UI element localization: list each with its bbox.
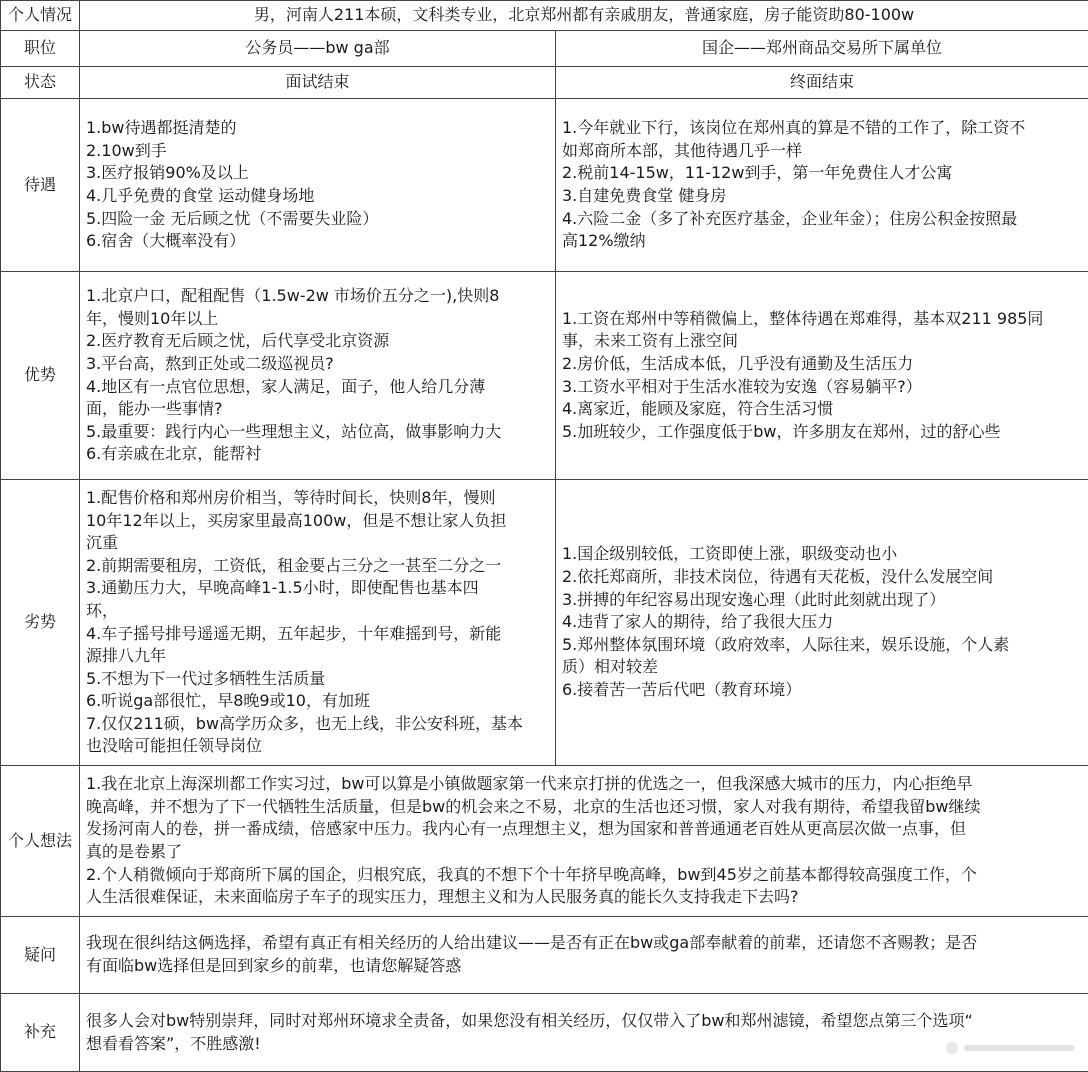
text-line: 2.前期需要租房，工资低，租金要占三分之一甚至二分之一 <box>86 555 552 578</box>
text-line: 5.郑州整体氛围环境（政府效率，人际往来，娱乐设施，个人素 <box>562 634 1085 657</box>
text-line: 6.有亲戚在北京，能帮衬 <box>86 443 552 466</box>
text-line: 3.拼搏的年纪容易出现安逸心理（此时此刻就出现了） <box>562 589 1085 612</box>
text-line: 有面临bw选择但是回到家乡的前辈，也请您解疑答惑 <box>86 955 1085 978</box>
text-line: 想看看答案”，不胜感激! <box>86 1033 1085 1056</box>
text-line: 年，慢则10年以上 <box>86 308 552 331</box>
position-state-enterprise: 国企——郑州商品交易所下属单位 <box>556 31 1088 67</box>
text-line: 2.医疗教育无后顾之忧，后代享受北京资源 <box>86 330 552 353</box>
row-thoughts <box>1 766 1088 917</box>
text-line: 发扬河南人的卷，拼一番成绩，倍感家中压力。我内心有一点理想主义，想为国家和普普通通老百姓从更高层次做一点事，但 <box>86 818 1085 841</box>
label-questions: 疑问 <box>1 917 80 994</box>
text-line: 2.房价低，生活成本低，几乎没有通勤及生活压力 <box>562 353 1085 376</box>
row-supplement <box>1 994 1088 1072</box>
text-line: 源排八九年 <box>86 645 552 668</box>
text-line: 事，未来工资有上涨空间 <box>562 330 1085 353</box>
text-line: 6.听说ga部很忙，早8晚9或10，有加班 <box>86 690 552 713</box>
text-line: 很多人会对bw特别崇拜，同时对郑州环境求全责备，如果您没有相关经历，仅仅带入了bw和郑州滤镜，希望您点第三个选项“ <box>86 1010 1085 1033</box>
label-disadvantages: 劣势 <box>1 480 80 766</box>
text-line: 2.税前14-15w，11-12w到手，第一年免费住人才公寓 <box>562 162 1085 185</box>
text-line: 1.配售价格和郑州房价相当，等待时间长，快则8年，慢则 <box>86 487 552 510</box>
thoughts-content <box>80 766 1088 917</box>
text-line: 沉重 <box>86 532 552 555</box>
treatment-civil-servant <box>80 99 556 272</box>
supplement-content <box>80 994 1088 1072</box>
text-line: 3.平台高，熬到正处或二级巡视员? <box>86 353 552 376</box>
text-line: 4.六险二金（多了补充医疗基金，企业年金）；住房公积金按照最 <box>562 208 1085 231</box>
personal-content: 男，河南人211本硕，文科类专业，北京郑州都有亲戚朋友，普通家庭，房子能资助80-100w <box>80 1 1088 31</box>
text-line: 真的是卷累了 <box>86 841 1085 864</box>
text-line: 2.依托郑商所，非技术岗位，待遇有天花板，没什么发展空间 <box>562 566 1085 589</box>
text-line: 3.自建免费食堂 健身房 <box>562 185 1085 208</box>
text-line: 质）相对较差 <box>562 656 1085 679</box>
text-line: 环， <box>86 600 552 623</box>
text-line: 1.国企级别较低，工资即使上涨，职级变动也小 <box>562 543 1085 566</box>
label-advantages: 优势 <box>1 272 80 480</box>
text-line: 也没啥可能担任领导岗位 <box>86 735 552 758</box>
text-line: 6.宿舍（大概率没有） <box>86 230 552 253</box>
row-treatment <box>1 99 1088 272</box>
text-line: 1.我在北京上海深圳都工作实习过，bw可以算是小镇做题家第一代来京打拼的优选之一，但我深感大城市的压力，内心拒绝早 <box>86 773 1085 796</box>
text-line: 3.医疗报销90%及以上 <box>86 162 552 185</box>
text-line: 1.今年就业下行，该岗位在郑州真的算是不错的工作了，除工资不 <box>562 117 1085 140</box>
text-line: 如郑商所本部，其他待遇几乎一样 <box>562 140 1085 163</box>
text-line: 7.仅仅211硕，bw高学历众多，也无上线，非公安科班，基本 <box>86 713 552 736</box>
label-treatment: 待遇 <box>1 99 80 272</box>
disadvantages-civil-servant <box>80 480 556 766</box>
row-advantages <box>1 272 1088 480</box>
row-disadvantages <box>1 480 1088 766</box>
text-line: 5.最重要：践行内心一些理想主义，站位高，做事影响力大 <box>86 421 552 444</box>
text-line: 1.bw待遇都挺清楚的 <box>86 117 552 140</box>
text-line: 2.个人稍微倾向于郑商所下属的国企，归根究底，我真的不想下个十年挤早晚高峰，bw到45岁之前基本都得较高强度工作，个 <box>86 864 1085 887</box>
watermark-logo-icon <box>946 1042 958 1054</box>
text-line: 4.几乎免费的食堂 运动健身场地 <box>86 185 552 208</box>
text-line: 10年12年以上，买房家里最高100w，但是不想让家人负担 <box>86 510 552 533</box>
watermark <box>924 1037 1074 1059</box>
text-line: 5.不想为下一代过多牺牲生活质量 <box>86 668 552 691</box>
text-line: 4.离家近，能顾及家庭，符合生活习惯 <box>562 398 1085 421</box>
watermark-bar <box>964 1045 1074 1051</box>
label-position: 职位 <box>1 31 80 67</box>
treatment-state-enterprise <box>556 99 1088 272</box>
text-line: 1.工资在郑州中等稍微偏上，整体待遇在郑难得，基本双211 985同 <box>562 308 1085 331</box>
label-thoughts: 个人想法 <box>1 766 80 917</box>
advantages-civil-servant <box>80 272 556 480</box>
advantages-state-enterprise <box>556 272 1088 480</box>
questions-content <box>80 917 1088 994</box>
text-line: 4.地区有一点官位思想，家人满足，面子，他人给几分薄 <box>86 376 552 399</box>
text-line: 3.工资水平相对于生活水准较为安逸（容易躺平?） <box>562 376 1085 399</box>
status-civil-servant: 面试结束 <box>80 67 556 99</box>
text-line: 4.违背了家人的期待，给了我很大压力 <box>562 611 1085 634</box>
text-line: 我现在很纠结这俩选择，希望有真正有相关经历的人给出建议——是否有正在bw或ga部奉献着的前辈，还请您不吝赐教；是否 <box>86 932 1085 955</box>
label-status: 状态 <box>1 67 80 99</box>
label-supplement: 补充 <box>1 994 80 1072</box>
row-position <box>1 31 1088 67</box>
row-questions <box>1 917 1088 994</box>
text-line: 5.加班较少，工作强度低于bw，许多朋友在郑州，过的舒心些 <box>562 421 1085 444</box>
text-line: 4.车子摇号排号遥遥无期，五年起步，十年难摇到号，新能 <box>86 623 552 646</box>
text-line: 面，能办一些事情? <box>86 398 552 421</box>
row-status <box>1 67 1088 99</box>
text-line: 5.四险一金 无后顾之忧（不需要失业险） <box>86 208 552 231</box>
text-line: 高12%缴纳 <box>562 230 1085 253</box>
text-line: 6.接着苦一苦后代吧（教育环境） <box>562 679 1085 702</box>
text-line: 3.通勤压力大，早晚高峰1-1.5小时，即使配售也基本四 <box>86 577 552 600</box>
row-personal <box>1 1 1088 31</box>
text-line: 1.北京户口，配租配售（1.5w-2w 市场价五分之一),快则8 <box>86 285 552 308</box>
label-personal: 个人情况 <box>1 1 80 31</box>
position-civil-servant: 公务员——bw ga部 <box>80 31 556 67</box>
text-line: 人生活很难保证，未来面临房子车子的现实压力，理想主义和为人民服务真的能长久支持我走下去吗? <box>86 886 1085 909</box>
status-state-enterprise: 终面结束 <box>556 67 1088 99</box>
disadvantages-state-enterprise <box>556 480 1088 766</box>
text-line: 晚高峰，并不想为了下一代牺牲生活质量，但是bw的机会来之不易，北京的生活也还习惯，家人对我有期待，希望我留bw继续 <box>86 796 1085 819</box>
text-line: 2.10w到手 <box>86 140 552 163</box>
